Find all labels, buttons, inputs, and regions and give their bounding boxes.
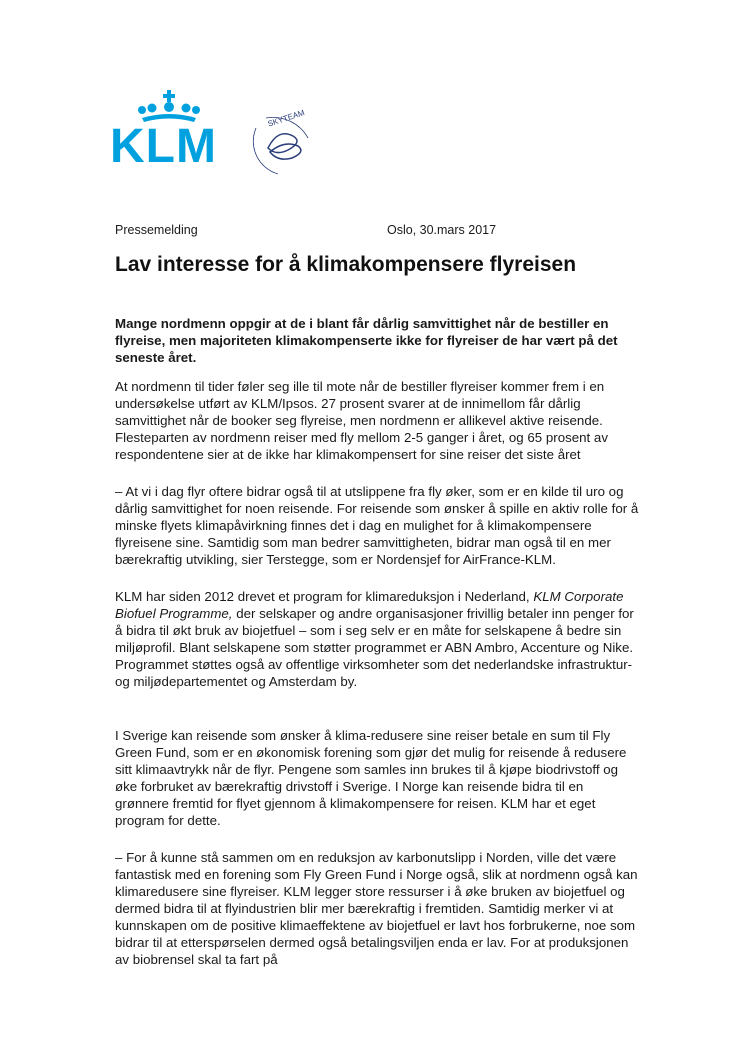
lead-paragraph: Mange nordmenn oppgir at de i blant får dårlig samvittighet når de bestiller en flyreise, men majoriteten klimakompenserte ikke for flyreiser de har vært på det seneste året. — [115, 316, 618, 365]
klm-wordmark: KLM — [110, 120, 217, 173]
body-paragraph-5: – For å kunne stå sammen om en reduksjon av karbonutslipp i Norden, ville det være fantastisk med en forening som Fly Green Fund i Norge også, slik at nordmenn også kan klimaredusere sine flyreiser. KLM legger store ressurser i å øke bruken av biojetfuel og dermed bidra til at flyindustrien blir mer bærekraftig i fremtiden. Samtidig merker vi at kunnskapen om de positive klimaeffektene av biojetfuel er lavt hos forbrukerne, noe som bidrar til at etterspørselen dermed også betalingsviljen enda er lav. For at produksjonen av biobrensel skal ta fart på — [115, 850, 638, 967]
body-paragraph-2: – At vi i dag flyr oftere bidrar også til at utslippene fra fly øker, som er en kilde til uro og dårlig samvittighet for noen reisende. For reisende som ønsker å spille en aktiv rolle for å minske flyets klimapåvirkning finnes det i dag en mulighet for å klimakompensere flyreisene sine. Samtidig som man bedrer samvittigheten, bidrar man også til en mer bærekraftig utvikling, sier Terstegge, som er Nordensjef for AirFrance-KLM. — [115, 484, 639, 567]
paragraph-3-text-b: der selskaper og andre organisasjoner frivillig betaler inn penger for å bidra til økt bruk av biojetfuel – som i seg selv er en måte for selskapene å bedre sin miljøprofil. Blant selskapene som støtter programmet er ABN Ambro, Accenture og Nike. Programmet støttes også av offentlige virksomheter som det nederlandske infrastruktur- og miljødepartementet og Amsterdam by. — [115, 606, 634, 689]
body-paragraph-3 — [115, 588, 639, 690]
crown-icon — [138, 90, 200, 122]
svg-text:SKYTEAM: SKYTEAM — [266, 108, 306, 129]
program-name: KLM Corporate Biofuel Programme, — [115, 589, 624, 621]
klm-logo-graphic — [108, 88, 318, 180]
skyteam-emblem — [253, 108, 308, 174]
klm-skyteam-logo — [108, 88, 318, 180]
document-type: Pressemelding — [115, 223, 198, 237]
body-paragraph-4: I Sverige kan reisende som ønsker å klima-redusere sine reiser betale en sum til Fly Green Fund, som er en økonomisk forening som gjør det mulig for reisende å redusere sitt klimaavtrykk når de flyr. Pengene som samles inn brukes til å kjøpe biodrivstoff og øke forbruket av bærekraftig drivstoff i Sverige. I Norge kan reisende bidra til en grønnere fremtid for flyet gjennom å klimakompensere for reisen. KLM har et eget program for dette. — [115, 728, 627, 828]
page-title: Lav interesse for å klimakompensere flyreisen — [115, 253, 577, 276]
paragraph-3-text-a: KLM har siden 2012 drevet et program for klimareduksjon i Nederland, — [115, 589, 534, 604]
body-paragraph-1: At nordmenn til tider føler seg ille til mote når de bestiller flyreiser kommer frem i en undersøkelse utført av KLM/Ipsos. 27 prosent svarer at de innimellom får dårlig samvittighet når de booker seg flyreise, men nordmenn er allikevel aktive reisende. Flesteparten av nordmenn reiser med fly mellom 2-5 ganger i året, og 65 prosent av respondentene sier at de ikke har klimakompensert for sine reiser det siste året — [115, 379, 608, 462]
document-meta — [115, 223, 515, 237]
document-date: Oslo, 30.mars 2017 — [387, 223, 497, 237]
